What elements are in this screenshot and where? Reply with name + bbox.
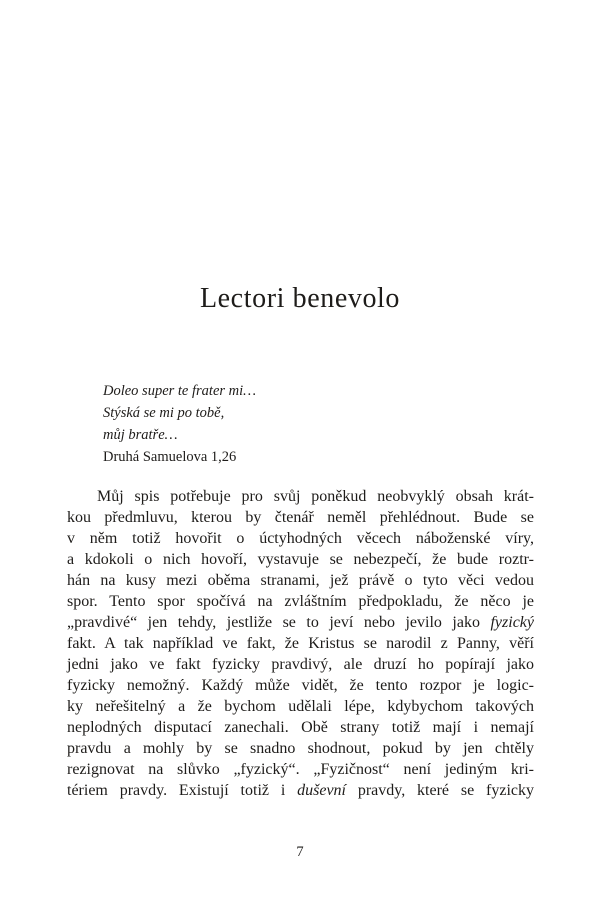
chapter-title: Lectori benevolo	[199, 283, 401, 314]
text-line: a kdokoli o nich hovoří, vystavuje se nebezpečí, že bude roztr-	[67, 551, 534, 568]
text-line: tériem pravdy. Existují totiž i duševní pravdy, které se fyzicky	[67, 782, 535, 799]
body-paragraph	[67, 486, 534, 801]
text-line: Druhá Samuelova 1,26	[103, 449, 237, 465]
text-line: rezignovat na slůvko „fyzický“. „Fyzičnost“ není jediným kri-	[67, 761, 534, 778]
text-line: ky neřešitelný a že bychom udělali lépe, kdybychom takových	[67, 698, 534, 715]
text-line: v něm totiž hovořit o úctyhodných věcech náboženské víry,	[67, 530, 534, 547]
text-line: „pravdivé“ jen tehdy, jestliže se to jeví nebo jevilo jako fyzický	[67, 614, 534, 631]
text-line: můj bratře…	[103, 427, 178, 443]
text-line: Stýská se mi po tobě,	[103, 405, 225, 421]
page-number: 7	[296, 844, 304, 860]
text-line: neplodných disputací zanechali. Obě strany totiž mají i nemají	[67, 719, 534, 736]
text-line: Doleo super te frater mi…	[103, 383, 257, 399]
text-line: spor. Tento spor spočívá na zvláštním předpokladu, že něco je	[67, 593, 534, 610]
text-line: Můj spis potřebuje pro svůj poněkud neobvyklý obsah krát-	[97, 488, 534, 505]
text-line: kou předmluvu, kterou by čtenář neměl přehlédnout. Bude se	[67, 509, 534, 526]
text-line: fyzicky nemožný. Každý může vidět, že tento rozpor je logic-	[67, 677, 534, 694]
epigraph	[103, 380, 256, 468]
text-line: hán na kusy mezi oběma stranami, jež právě o tyto věci vedou	[67, 572, 534, 589]
text-line: fakt. A tak například ve fakt, že Kristus se narodil z Panny, věří	[67, 635, 534, 652]
text-line: jedni jako ve fakt fyzicky pravdivý, ale druzí ho popírají jako	[67, 656, 534, 673]
text-line: pravdu a mohly by se snadno shodnout, pokud by jen chtěly	[67, 740, 534, 757]
